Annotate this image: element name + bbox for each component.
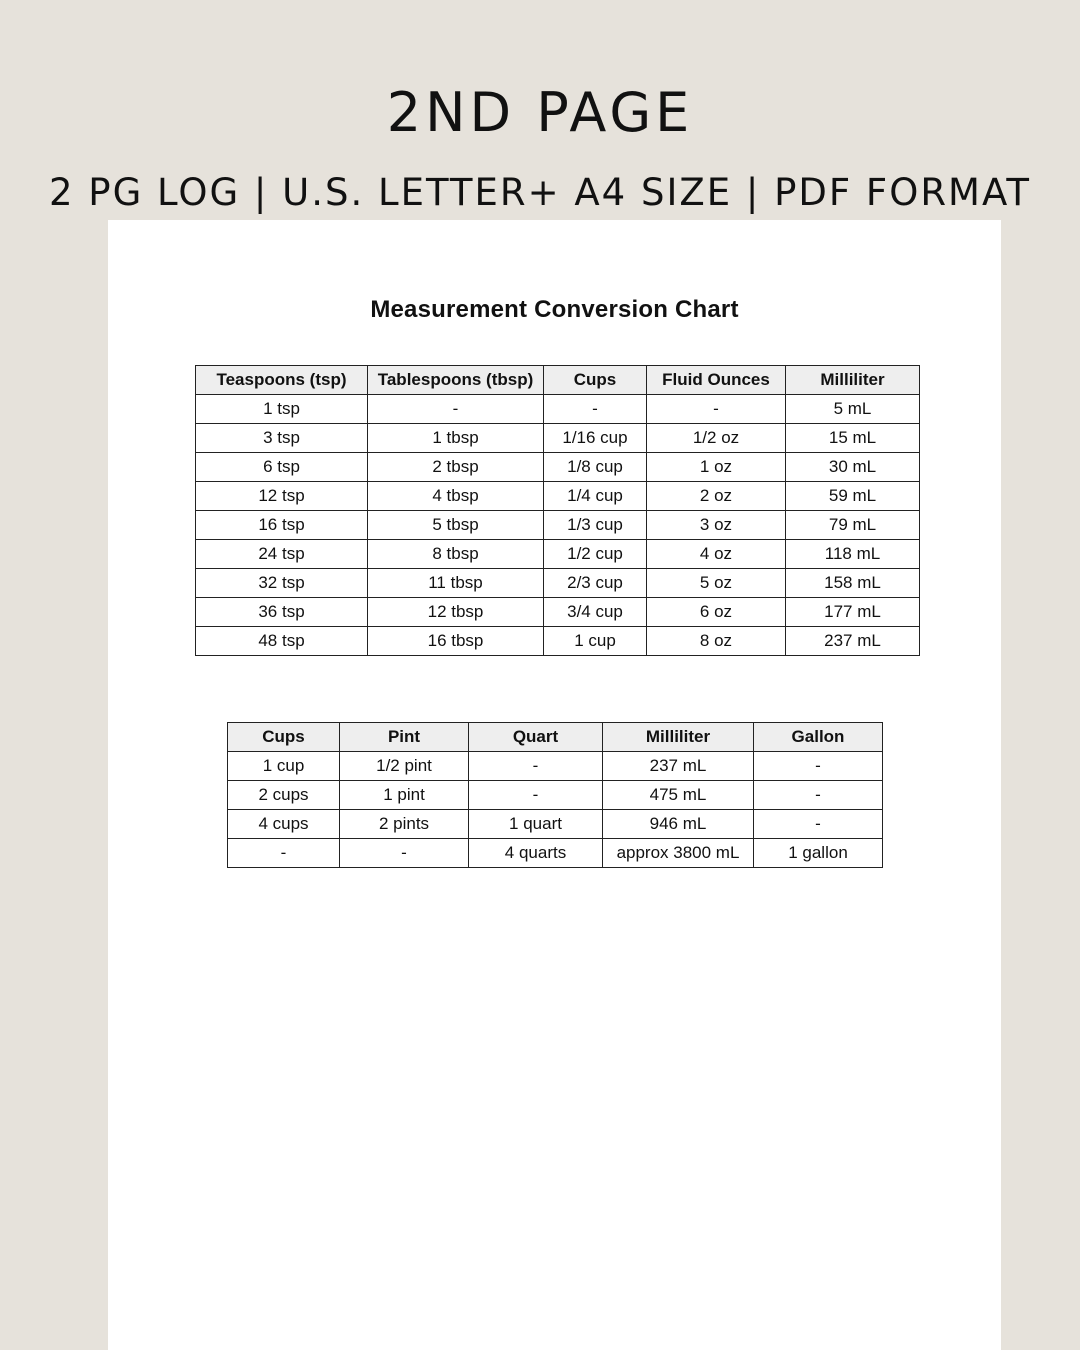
table-row [196,395,920,424]
table-cell: approx 3800 mL [603,839,754,868]
table-row [228,752,883,781]
table-cell: 1 tsp [196,395,368,424]
table-row [196,453,920,482]
table-cell: 237 mL [603,752,754,781]
table-cell: 1 gallon [754,839,883,868]
table-cell: 6 oz [647,598,786,627]
table-cell: 2 tbsp [368,453,544,482]
table-cell: 3 oz [647,511,786,540]
table-cell: 1/2 pint [340,752,469,781]
table-cell: 30 mL [786,453,920,482]
table-row [196,540,920,569]
table-cell: 15 mL [786,424,920,453]
table-cell: 1 quart [469,810,603,839]
table-row [196,598,920,627]
table-cell: 4 oz [647,540,786,569]
table-cell: 5 tbsp [368,511,544,540]
table-cell: 8 oz [647,627,786,656]
column-header: Milliliter [786,366,920,395]
table-row [196,424,920,453]
table-cell: 3/4 cup [544,598,647,627]
table-cell: 6 tsp [196,453,368,482]
table-cell: 2 pints [340,810,469,839]
table-cell: 5 mL [786,395,920,424]
table-cell: 12 tsp [196,482,368,511]
table-cell: 177 mL [786,598,920,627]
table-cell: 4 quarts [469,839,603,868]
table-cell: - [647,395,786,424]
column-header: Milliliter [603,723,754,752]
table-cell: 1/8 cup [544,453,647,482]
table-row [228,810,883,839]
table-cell: 48 tsp [196,627,368,656]
table-cell: 59 mL [786,482,920,511]
table-cell: 2 oz [647,482,786,511]
page-subheadline: 2 PG LOG | U.S. LETTER+ A4 SIZE | PDF FORMAT [48,171,1032,214]
table-header-row [228,723,883,752]
table-row [196,569,920,598]
table-cell: - [228,839,340,868]
column-header: Gallon [754,723,883,752]
table-cell: 5 oz [647,569,786,598]
column-header: Fluid Ounces [647,366,786,395]
table-cell: 12 tbsp [368,598,544,627]
page-headline: 2ND PAGE [386,81,694,144]
table-cell: - [368,395,544,424]
table-cell: 24 tsp [196,540,368,569]
table-cell: 1 tbsp [368,424,544,453]
table-cell: 11 tbsp [368,569,544,598]
table-cell: 158 mL [786,569,920,598]
table-cell: 1 oz [647,453,786,482]
table-cell: 16 tsp [196,511,368,540]
table-cell: 2/3 cup [544,569,647,598]
column-header: Teaspoons (tsp) [196,366,368,395]
table-cell: 79 mL [786,511,920,540]
table-cell: 237 mL [786,627,920,656]
table-cell: 4 cups [228,810,340,839]
table-cell: 4 tbsp [368,482,544,511]
table-cell: 3 tsp [196,424,368,453]
table-cell: - [754,810,883,839]
table-cell: 475 mL [603,781,754,810]
column-header: Cups [228,723,340,752]
table-cell: 1/16 cup [544,424,647,453]
table-cell: 36 tsp [196,598,368,627]
table-cell: - [340,839,469,868]
table-row [228,781,883,810]
table-cell: 1 cup [228,752,340,781]
table-cell: 118 mL [786,540,920,569]
column-header: Quart [469,723,603,752]
table-row [196,482,920,511]
table-cell: 1/3 cup [544,511,647,540]
table-cell: 2 cups [228,781,340,810]
column-header: Pint [340,723,469,752]
table-cell: 16 tbsp [368,627,544,656]
chart-title: Measurement Conversion Chart [370,296,739,323]
table-row [196,627,920,656]
table-cell: 1 cup [544,627,647,656]
table-cell: 8 tbsp [368,540,544,569]
spoon-cup-conversion-table [195,365,920,656]
table-cell: 1/2 oz [647,424,786,453]
column-header: Cups [544,366,647,395]
table-header-row [196,366,920,395]
column-header: Tablespoons (tbsp) [368,366,544,395]
table-cell: 1 pint [340,781,469,810]
table-row [196,511,920,540]
table-cell: - [469,752,603,781]
table-cell: - [754,752,883,781]
cup-gallon-conversion-table [227,722,883,868]
table-cell: - [544,395,647,424]
table-cell: - [469,781,603,810]
table-cell: 1/2 cup [544,540,647,569]
table-cell: 1/4 cup [544,482,647,511]
table-cell: 32 tsp [196,569,368,598]
document-sheet [108,220,1001,1350]
table-cell: 946 mL [603,810,754,839]
table-row [228,839,883,868]
table-cell: - [754,781,883,810]
